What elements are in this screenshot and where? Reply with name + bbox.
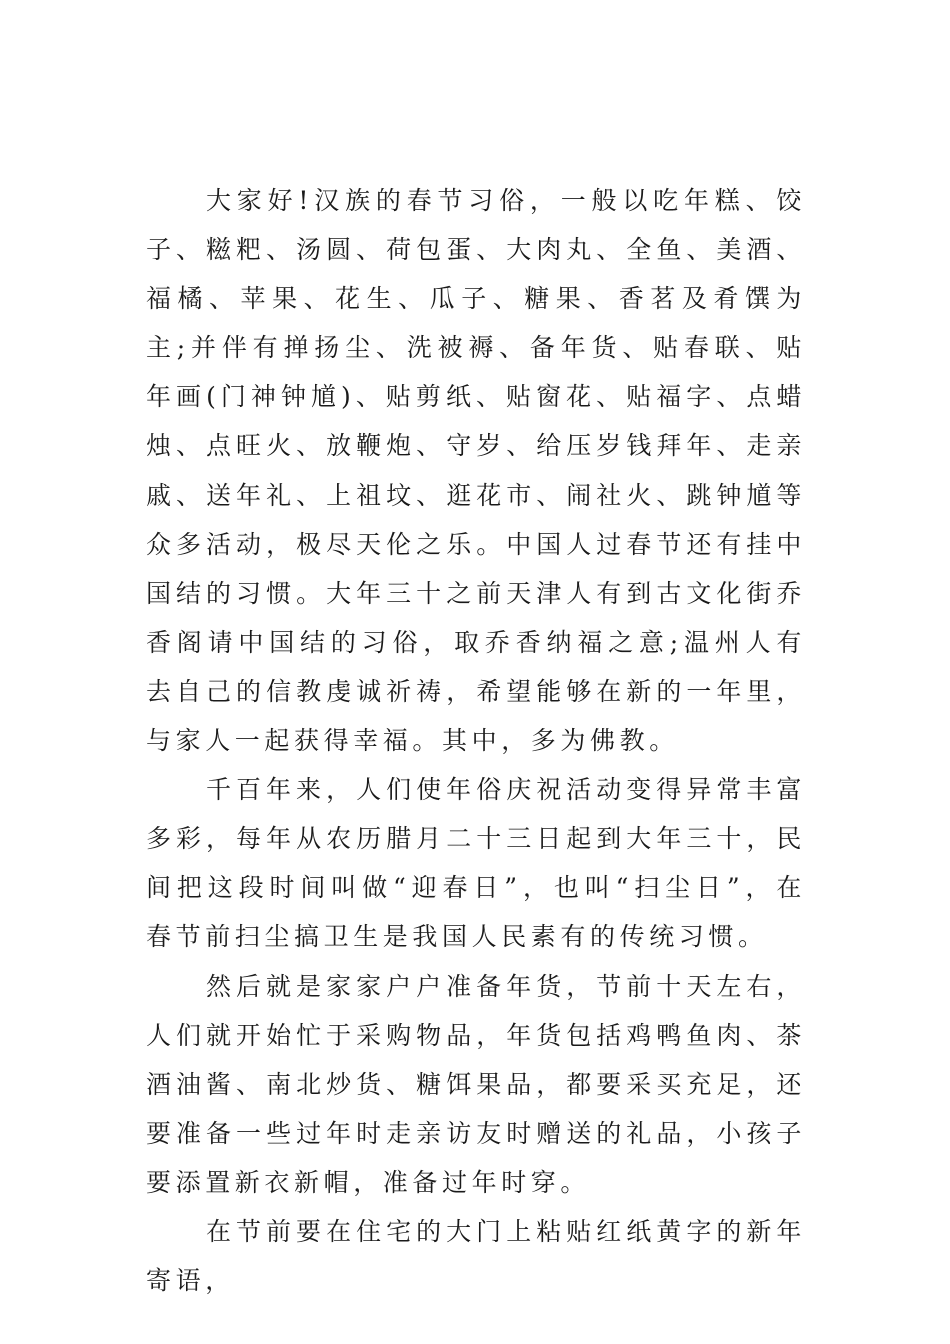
document-body (146, 176, 806, 1305)
paragraph-3: 然后就是家家户户准备年货，节前十天左右，人们就开始忙于采购物品，年货包括鸡鸭鱼肉、茶酒油酱、南北炒货、糖饵果品，都要采买充足，还要准备一些过年时走亲访友时赠送的礼品，小孩子要添置新衣新帽，准备过年时穿。 (146, 971, 806, 1197)
paragraph-4: 在节前要在住宅的大门上粘贴红纸黄字的新年寄语， (146, 1216, 806, 1296)
paragraph-1: 大家好!汉族的春节习俗，一般以吃年糕、饺子、糍粑、汤圆、荷包蛋、大肉丸、全鱼、美酒、福橘、苹果、花生、瓜子、糖果、香茗及肴馔为主;并伴有掸扬尘、洗被褥、备年货、贴春联、贴年画(门神钟馗)、贴剪纸、贴窗花、贴福字、点蜡烛、点旺火、放鞭炮、守岁、给压岁钱拜年、走亲戚、送年礼、上祖坟、逛花市、闹社火、跳钟馗等众多活动，极尽天伦之乐。中国人过春节还有挂中国结的习惯。大年三十之前天津人有到古文化街乔香阁请中国结的习俗，取乔香纳福之意;温州人有去自己的信教虔诚祈祷，希望能够在新的一年里，与家人一起获得幸福。其中，多为佛教。 (146, 186, 806, 756)
paragraph-2: 千百年来，人们使年俗庆祝活动变得异常丰富多彩，每年从农历腊月二十三日起到大年三十，民间把这段时间叫做“迎春日”，也叫“扫尘日”，在春节前扫尘搞卫生是我国人民素有的传统习惯。 (146, 775, 806, 952)
